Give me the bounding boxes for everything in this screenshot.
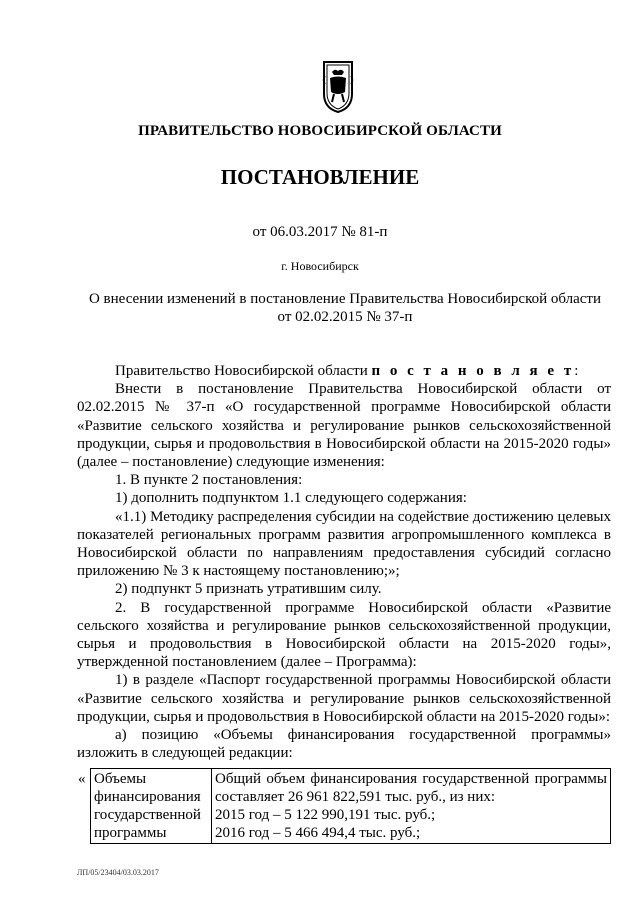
paragraph-preamble	[77, 362, 611, 380]
document-date-number: от 06.03.2017 № 81-п	[252, 224, 388, 240]
organization-name: ПРАВИТЕЛЬСТВО НОВОСИБИРСКОЙ ОБЛАСТИ	[138, 123, 502, 139]
table-row	[91, 769, 611, 844]
document-city: г. Новосибирск	[281, 259, 359, 273]
coat-of-arms-icon	[318, 58, 358, 114]
paragraph-quote-1-1: «1.1) Методику распределения субсидии на содействие достижению целевых показателей региональных программ развития агропромышленного комплекса в Новосибирской области по направлениям предоставления субсидий согласно приложению № 3 к настоящему постановлению;»;	[77, 508, 611, 580]
paragraph-passport: 1) в разделе «Паспорт государственной программы Новосибирской области «Развитие сельского хозяйства и регулирование рынков сельскохозяйственной продукции, сырья и продовольствия в Новосибирской области на 2015-2020 годы»:	[77, 672, 611, 725]
footer-code: ЛП/05/23404/03.03.2017	[77, 868, 159, 877]
table-cell-label: Объемы финансирования государственной программы	[91, 769, 212, 844]
table-cell-value	[212, 769, 611, 844]
paragraph-subitem-2: 2) подпункт 5 признать утратившим силу.	[115, 581, 382, 598]
subject-line-2: от 02.02.2015 № 37-п	[277, 309, 413, 325]
document-subject	[80, 290, 610, 326]
document-type: ПОСТАНОВЛЕНИЕ	[220, 165, 420, 189]
paragraph-position-a: а) позицию «Объемы финансирования государственной программы» изложить в следующей редакции:	[77, 727, 611, 762]
financing-total: Общий объем финансирования государственной программы составляет 26 961 822,591 тыс. руб., из них:	[215, 771, 607, 805]
paragraph-amend: Внести в постановление Правительства Новосибирской области от 02.02.2015 № 37-п «О государственной программе Новосибирской области «Развитие сельского хозяйства и регулирование рынков сельскохозяйственной продукции, сырья и продовольствия в Новосибирской области на 2015-2020 годы» (далее – постановление) следующие изменения:	[77, 381, 611, 471]
financing-2015: 2015 год – 5 122 990,191 тыс. руб.;	[215, 807, 436, 823]
paragraph-item-2: 2. В государственной программе Новосибирской области «Развитие сельского хозяйства и регулирование рынков сельскохозяйственной продукции, сырья и продовольствия в Новосибирской области на 2015-2020 годы», утвержденной постановлением (далее – Программа):	[77, 599, 611, 671]
paragraph-item-1: 1. В пункте 2 постановления:	[115, 472, 303, 489]
subject-line-1: О внесении изменений в постановление Правительства Новосибирской области	[88, 291, 602, 307]
preamble-decree-word: п о с т а н о в л я е т	[371, 363, 575, 379]
document-body	[77, 362, 611, 762]
preamble-text: Правительство Новосибирской области	[115, 363, 372, 379]
financing-table	[90, 768, 611, 844]
preamble-colon: :	[574, 363, 579, 379]
financing-2016: 2016 год – 5 466 494,4 тыс. руб.;	[215, 825, 421, 841]
table-open-quote: «	[78, 771, 86, 787]
paragraph-subitem-1: 1) дополнить подпунктом 1.1 следующего содержания:	[115, 490, 467, 507]
